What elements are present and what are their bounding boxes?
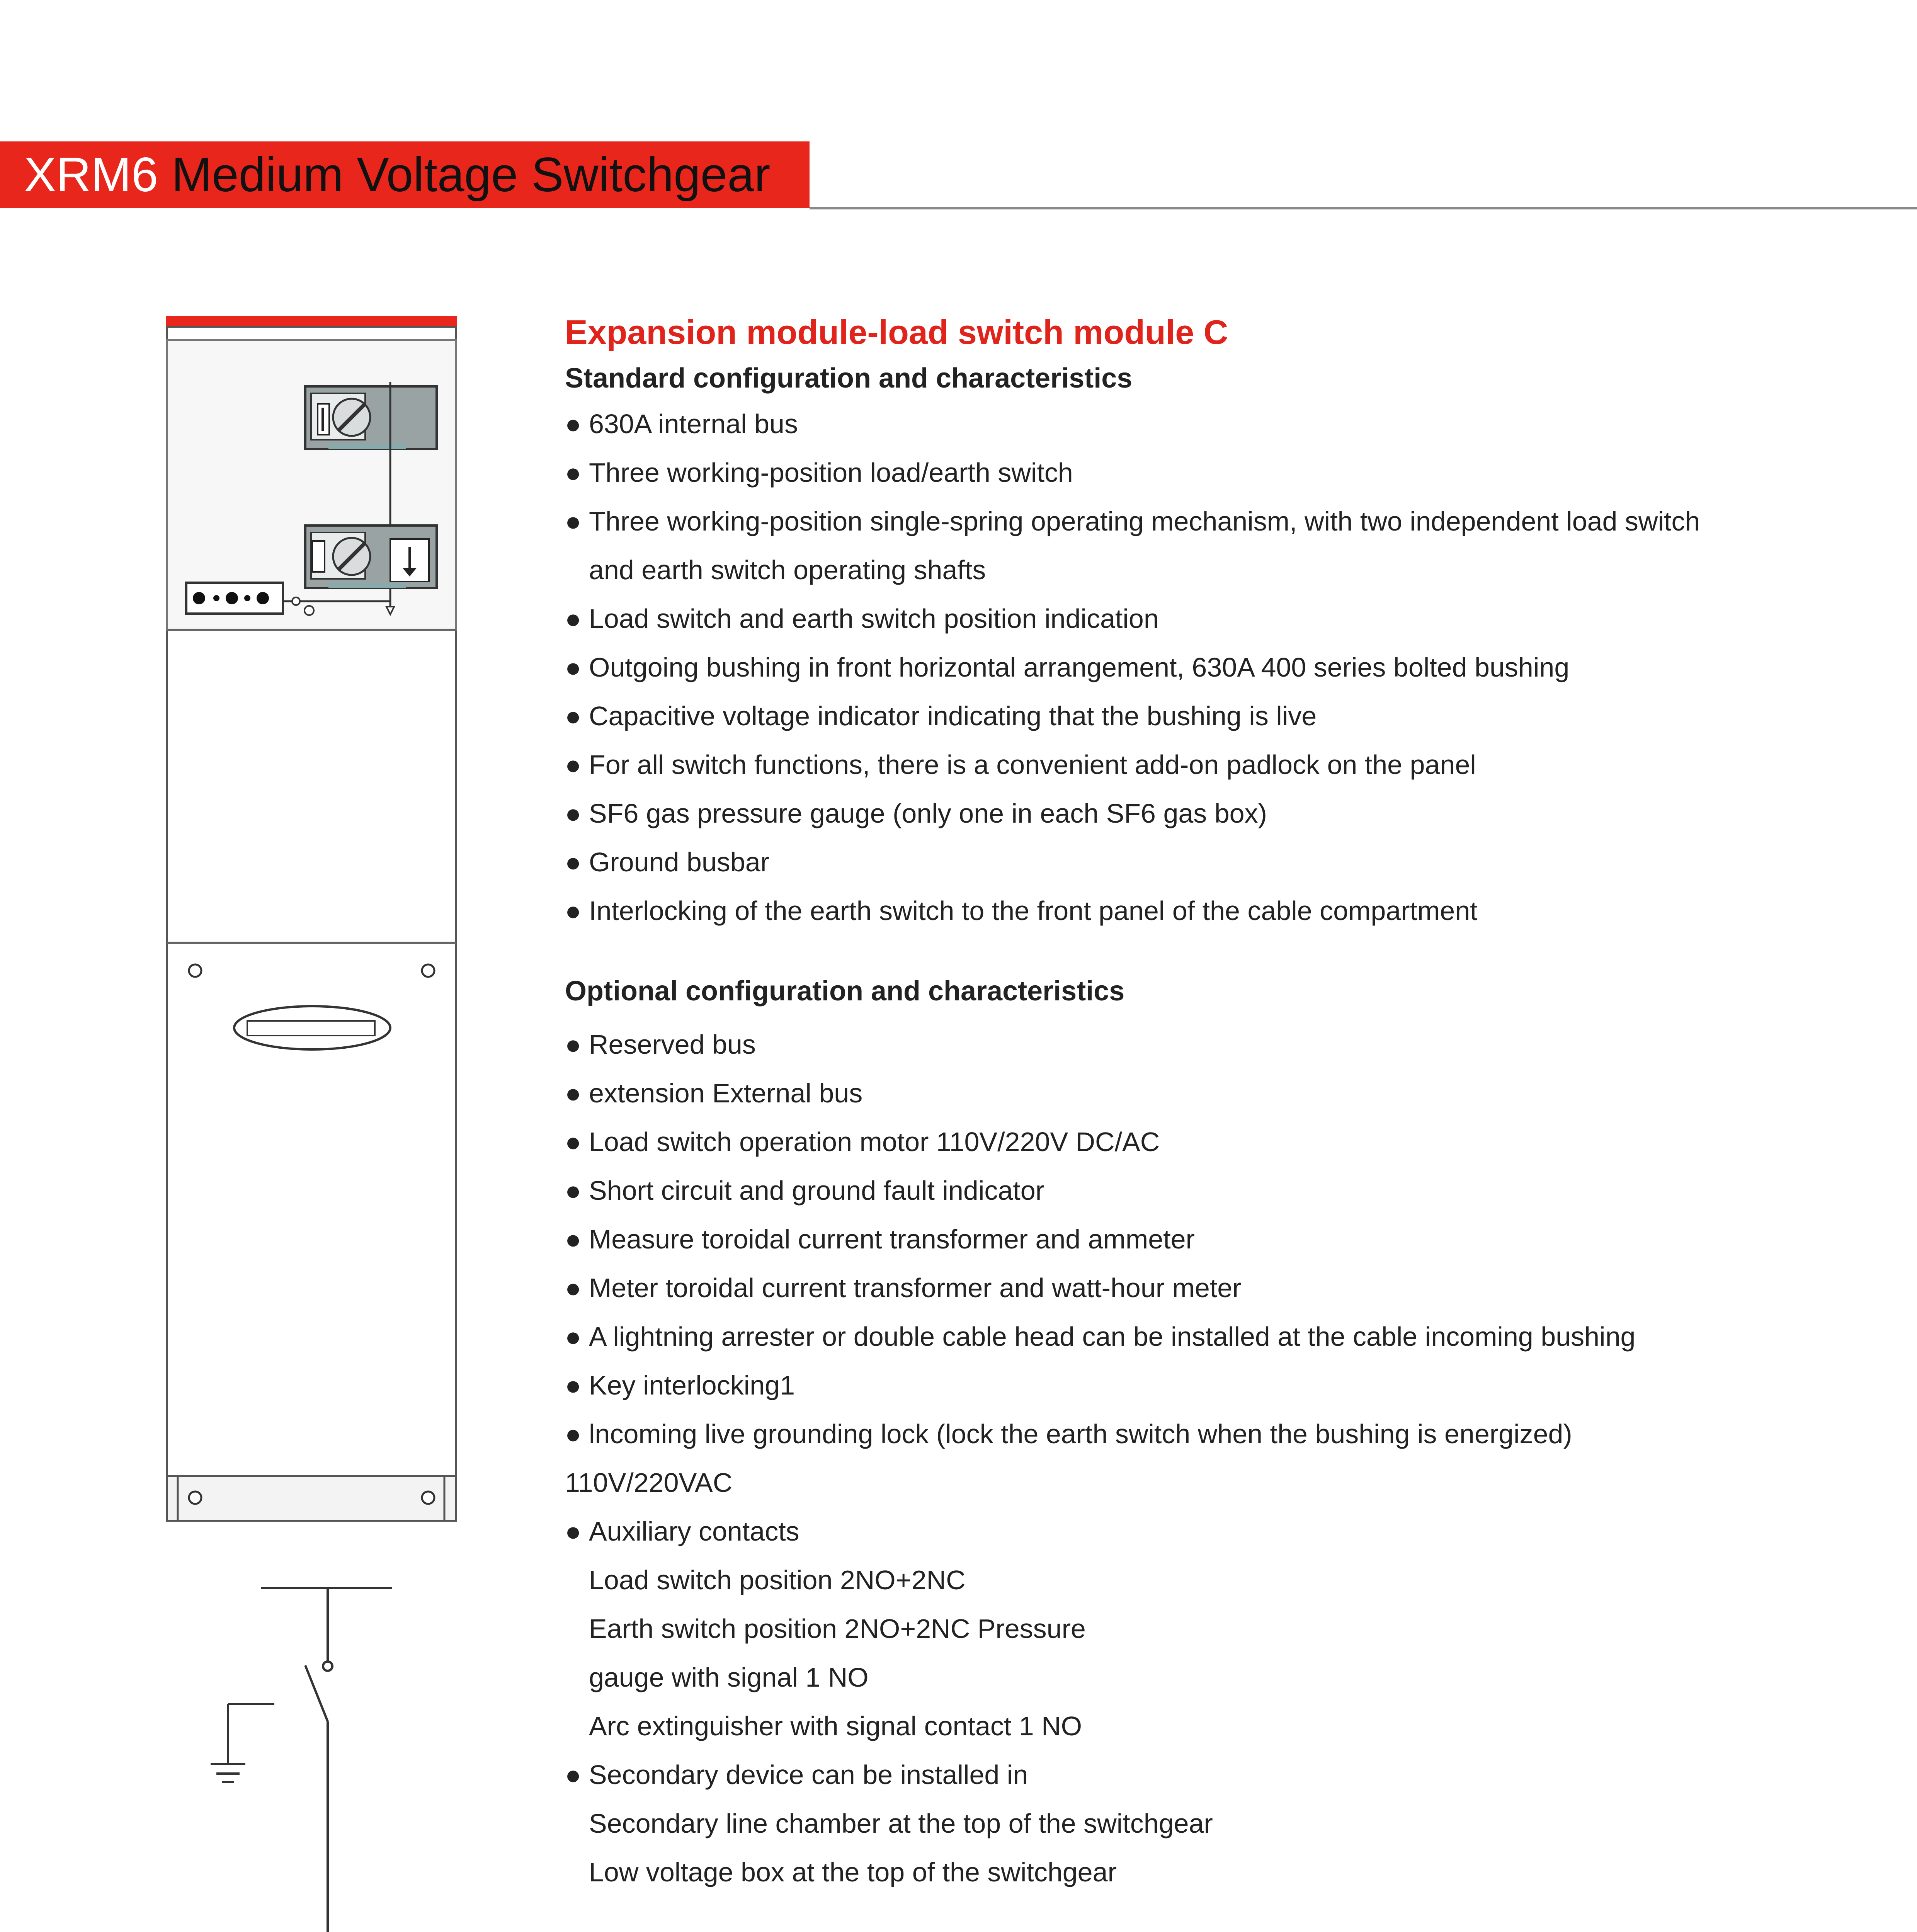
optional-heading: Optional configuration and characteristics bbox=[565, 976, 1125, 1007]
list-item-continuation: Low voltage box at the top of the switchgear bbox=[589, 1857, 1117, 1887]
standard-list bbox=[565, 400, 1871, 935]
list-item-continuation: Arc extinguisher with signal contact 1 NO bbox=[589, 1711, 1082, 1741]
list-item: ● Ground busbar bbox=[565, 847, 769, 877]
list-item: ● Meter toroidal current transformer and watt-hour meter bbox=[565, 1273, 1242, 1303]
list-item: ● Capacitive voltage indicator indicating that the bushing is live bbox=[565, 701, 1317, 731]
title-text: Medium Voltage Switchgear bbox=[158, 148, 771, 202]
section-title: Expansion module-load switch module C bbox=[565, 313, 1228, 351]
list-item: ● For all switch functions, there is a convenient add-on padlock on the panel bbox=[565, 750, 1476, 780]
list-item-continuation: Secondary line chamber at the top of the switchgear bbox=[589, 1808, 1213, 1838]
list-item: ● A lightning arrester or double cable head can be installed at the cable incoming bushing bbox=[565, 1321, 1636, 1352]
standard-heading: Standard configuration and characteristics bbox=[565, 363, 1133, 394]
content-column bbox=[565, 309, 1871, 1896]
cable-compartment-handle-icon bbox=[234, 1006, 390, 1049]
list-item: ● Interlocking of the earth switch to the front panel of the cable compartment bbox=[565, 896, 1478, 926]
list-item: ● Load switch operation motor 110V/220V DC/AC bbox=[565, 1127, 1160, 1157]
list-item: ● Short circuit and ground fault indicator bbox=[565, 1175, 1044, 1206]
list-item: ● Secondary device can be installed in bbox=[565, 1760, 1028, 1790]
list-item: ● Auxiliary contacts bbox=[565, 1516, 799, 1546]
load-switch-window-icon bbox=[305, 386, 437, 449]
list-item-continuation: Earth switch position 2NO+2NC Pressure bbox=[589, 1614, 1086, 1644]
switchgear-cabinet-icon bbox=[166, 316, 457, 1521]
optional-list bbox=[565, 1020, 1871, 1458]
list-item-continuation: gauge with signal 1 NO bbox=[589, 1662, 869, 1692]
list-item: ● Outgoing bushing in front horizontal arrangement, 630A 400 series bolted bushing bbox=[565, 652, 1570, 682]
voltage-line: 110V/220VAC bbox=[565, 1468, 733, 1498]
single-line-diagram-icon bbox=[211, 1588, 392, 1932]
model-name: XRM6 bbox=[24, 148, 158, 202]
cabinet-top-strip bbox=[166, 316, 457, 327]
list-item: ● Measure toroidal current transformer and ammeter bbox=[565, 1224, 1195, 1254]
list-item: ● Three working-position load/earth switch bbox=[565, 457, 1073, 488]
list-item: ● 630A internal bus bbox=[565, 409, 798, 439]
list-item: ● Reserved bus bbox=[565, 1029, 756, 1060]
list-item-continuation: Load switch position 2NO+2NC bbox=[589, 1565, 966, 1595]
list-item: ● extension External bus bbox=[565, 1078, 863, 1108]
list-item: ● Load switch and earth switch position indication bbox=[565, 604, 1159, 634]
list-item: ● SF6 gas pressure gauge (only one in each SF6 gas box) bbox=[565, 798, 1267, 828]
list-item: ● Key interlocking1 bbox=[565, 1370, 795, 1400]
list-item-continuation: and earth switch operating shafts bbox=[589, 555, 986, 585]
auxiliary-list bbox=[565, 1507, 1871, 1896]
earth-switch-window-icon bbox=[305, 526, 437, 588]
list-item: ● lncoming live grounding lock (lock the earth switch when the bushing is energized) bbox=[565, 1419, 1572, 1449]
list-item: ● Three working-position single-spring operating mechanism, with two independent load switch bbox=[565, 506, 1700, 536]
